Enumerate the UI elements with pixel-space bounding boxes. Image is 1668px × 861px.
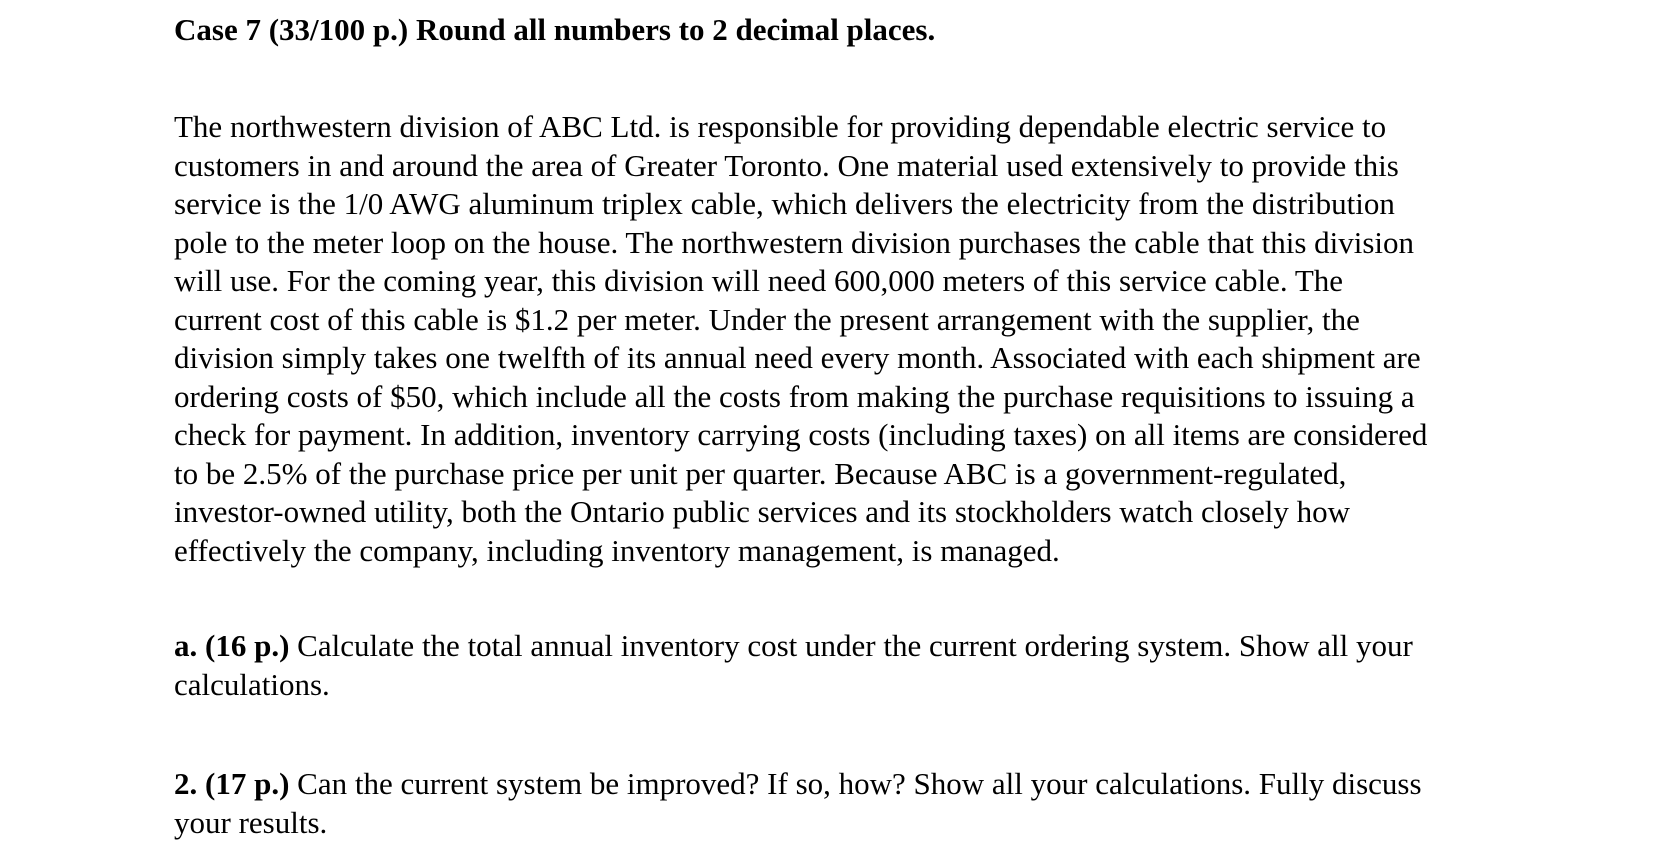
paragraph-line: will use. For the coming year, this division will need 600,000 meters of this service cable. The bbox=[174, 263, 1344, 298]
paragraph-line: effectively the company, including inventory management, is managed. bbox=[174, 532, 1060, 568]
paragraph-line: ordering costs of $50, which include all the costs from making the purchase requisitions to issuing a bbox=[174, 378, 1415, 414]
question-b-line-2: your results. bbox=[174, 804, 328, 840]
paragraph-line: investor-owned utility, both the Ontario public services and its stockholders watch closely how bbox=[174, 494, 1350, 529]
paragraph-line: division simply takes one twelfth of its annual need every month. Associated with each shipment are bbox=[174, 340, 1421, 375]
paragraph-line: service is the 1/0 AWG aluminum triplex cable, which delivers the electricity from the distribution bbox=[174, 186, 1395, 221]
paragraph-line: pole to the meter loop on the house. The northwestern division purchases the cable that this division bbox=[174, 224, 1415, 260]
paragraph-line: to be 2.5% of the purchase price per unit per quarter. Because ABC is a government-regulated, bbox=[174, 455, 1347, 491]
paragraph-line: The northwestern division of ABC Ltd. is responsible for providing dependable electric service to bbox=[174, 109, 1387, 144]
case-title: Case 7 (33/100 p.) Round all numbers to 2 decimal places. bbox=[174, 12, 936, 47]
question-a bbox=[174, 627, 1534, 704]
question-b-text: Can the current system be improved? If so, how? Show all your calculations. Fully discuss bbox=[289, 766, 1422, 801]
question-b-label: 2. (17 p.) bbox=[174, 766, 290, 801]
paragraph-line: current cost of this cable is $1.2 per meter. Under the present arrangement with the supplier, the bbox=[174, 301, 1360, 337]
paragraph-line: check for payment. In addition, inventory carrying costs (including taxes) on all items are considered bbox=[174, 417, 1428, 452]
paragraph-line: customers in and around the area of Greater Toronto. One material used extensively to provide this bbox=[174, 147, 1399, 183]
case-description bbox=[174, 108, 1534, 570]
question-a-line-1 bbox=[174, 627, 1534, 666]
question-a-line-2: calculations. bbox=[174, 666, 330, 702]
question-b bbox=[174, 765, 1534, 842]
question-b-line-1 bbox=[174, 765, 1534, 804]
question-a-text: Calculate the total annual inventory cost under the current ordering system. Show all your bbox=[289, 628, 1413, 663]
question-a-label: a. (16 p.) bbox=[174, 628, 290, 663]
